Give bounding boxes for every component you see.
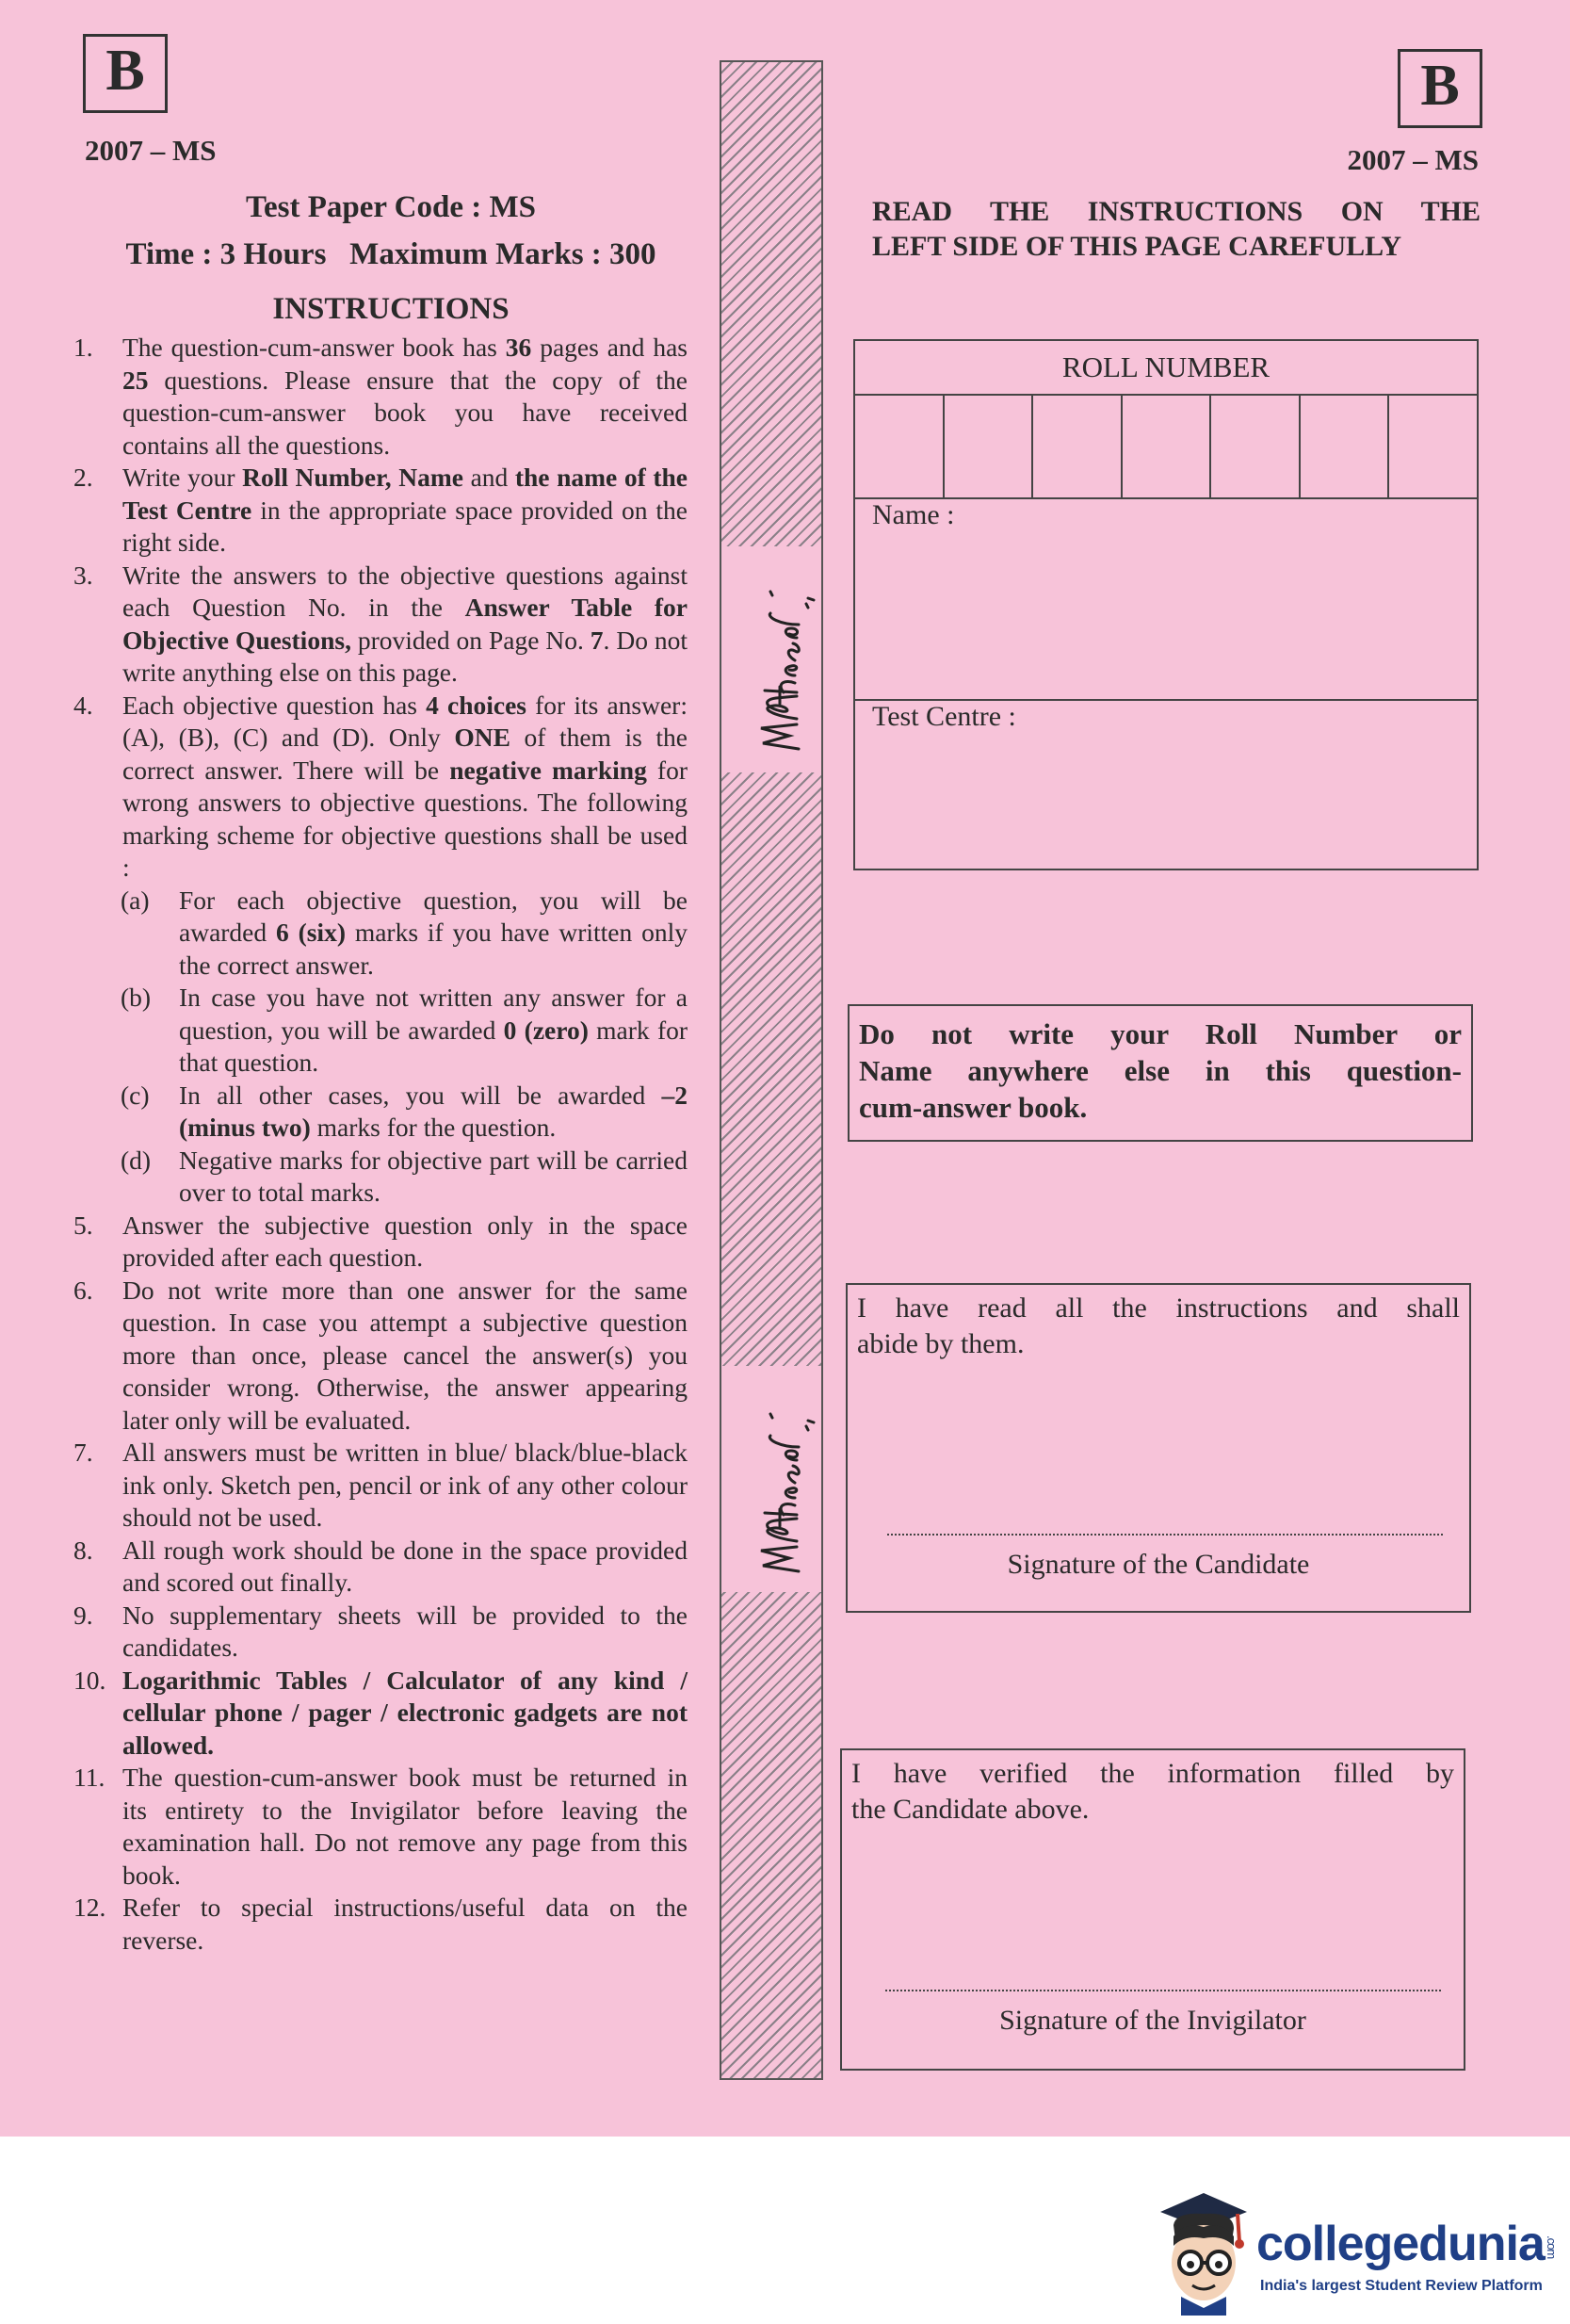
invigilator-signature-label: Signature of the Invigilator [999, 2005, 1306, 2036]
instruction-subitem [73, 1080, 688, 1145]
invigilator-declaration-box: I have verified the information filled by the Candidate above. Signature of the Invigilator [840, 1748, 1465, 2071]
instructions-heading: INSTRUCTIONS [272, 292, 510, 326]
test-paper-code: Test Paper Code : MS [246, 190, 536, 224]
instruction-text: Do not write more than one answer for the same question. In case you attempt a subjective question more than once, please cancel the answer(s) you consider wrong. Otherwise, the answer appearing later only will be evaluated. [122, 1275, 688, 1435]
invigilator-signature-line[interactable] [885, 1990, 1441, 1991]
candidate-signature-line[interactable] [887, 1534, 1443, 1536]
subitem-text: For each objective question, you will be awarded 6 (six) marks if you have written only the correct answer. [179, 885, 688, 980]
instruction-number: 3. [73, 560, 93, 590]
instruction-text: Write the answers to the objective questions against each Question No. in the Answer Table for Objective Questions, provided on Page No. 7. Do not write anything else on this page. [122, 560, 688, 687]
candidate-declaration-box: I have read all the instructions and shall abide by them. Signature of the Candidate [846, 1283, 1471, 1613]
instruction-subitem [73, 982, 688, 1080]
exam-duration-marks [85, 237, 697, 272]
instructions-list [73, 332, 688, 1957]
candidate-signature-label: Signature of the Candidate [1007, 1549, 1310, 1580]
instruction-item [73, 690, 688, 885]
instruction-item [73, 332, 688, 462]
name-field[interactable] [855, 499, 1477, 701]
roll-digit-cell[interactable] [855, 394, 945, 497]
instruction-text: Refer to special instructions/useful data on the reverse. [122, 1893, 688, 1955]
instruction-number: 10. [73, 1665, 106, 1695]
exam-time: Time : 3 Hours [125, 237, 327, 271]
hatched-seal-strip [720, 60, 823, 2080]
roll-digit-cell[interactable] [945, 394, 1034, 497]
paper-code-year-right: 2007 – MS [1347, 143, 1479, 176]
instruction-number: 12. [73, 1893, 106, 1922]
instruction-number: 5. [73, 1210, 93, 1240]
roll-digit-cell[interactable] [1211, 394, 1301, 497]
instruction-text: All rough work should be done in the space provided and scored out finally. [122, 1535, 688, 1597]
instruction-number: 1. [73, 333, 93, 362]
instruction-item [73, 1210, 688, 1275]
mascot-icon [1147, 2184, 1260, 2316]
form-letter-box-left: B [83, 34, 168, 113]
collegedunia-watermark [1147, 2184, 1562, 2316]
subitem-letter: (b) [121, 983, 152, 1012]
instruction-text: Write your Roll Number, Name and the name of the Test Centre in the appropriate space provided on the right side. [122, 463, 688, 557]
brand-tagline: India's largest Student Review Platform [1260, 2278, 1543, 2294]
test-centre-label: Test Centre : [872, 701, 1016, 732]
subitem-letter: (c) [121, 1080, 150, 1110]
instruction-item [73, 462, 688, 560]
roll-number-label: ROLL NUMBER [855, 341, 1477, 396]
paper-code-year-left: 2007 – MS [85, 134, 217, 167]
instruction-number: 9. [73, 1600, 93, 1630]
subitem-text: In case you have not written any answer for a question, you will be awarded 0 (zero) mark for that question. [179, 983, 688, 1077]
instruction-item [73, 1535, 688, 1600]
instruction-number: 6. [73, 1275, 93, 1305]
instruction-number: 2. [73, 463, 93, 492]
instruction-item [73, 1600, 688, 1665]
instruction-item [73, 1892, 688, 1957]
read-instructions-notice: READ THE INSTRUCTIONS ON THE LEFT SIDE OF THIS PAGE CAREFULLY [872, 196, 1481, 262]
roll-digit-cell[interactable] [1123, 394, 1212, 497]
subitem-letter: (d) [121, 1145, 152, 1175]
exam-max-marks: Maximum Marks : 300 [349, 237, 656, 271]
instruction-item [73, 1275, 688, 1438]
instruction-item [73, 1665, 688, 1763]
subitem-text: In all other cases, you will be awarded –2 (minus two) marks for the question. [179, 1080, 688, 1142]
name-label: Name : [872, 499, 955, 530]
instruction-text: Logarithmic Tables / Calculator of any kind / cellular phone / pager / electronic gadgets are not allowed. [122, 1665, 688, 1760]
instruction-item [73, 1437, 688, 1535]
subitem-text: Negative marks for objective part will be carried over to total marks. [179, 1145, 688, 1207]
instruction-text: Each objective question has 4 choices for its answer: (A), (B), (C) and (D). Only ONE of them is the correct answer. There will be negative marking for wrong answers to objective questions. The following marking scheme for objective questions shall be used : [122, 690, 688, 882]
roll-number-grid [855, 394, 1477, 499]
instruction-text: All answers must be written in blue/ black/blue-black ink only. Sketch pen, pencil or ink of any other colour should not be used. [122, 1438, 688, 1532]
official-signature-upper [721, 546, 821, 772]
instruction-subitem [73, 885, 688, 983]
instruction-number: 11. [73, 1763, 105, 1792]
subitem-letter: (a) [121, 885, 150, 915]
candidate-details-box [853, 339, 1479, 870]
brand-name: collegedunia.com [1256, 2217, 1559, 2271]
roll-digit-cell[interactable] [1389, 394, 1477, 497]
instruction-text: Answer the subjective question only in the space provided after each question. [122, 1210, 688, 1272]
instruction-item [73, 1762, 688, 1892]
form-letter-box-right: B [1398, 49, 1482, 128]
instruction-number: 8. [73, 1535, 93, 1565]
official-signature-lower [721, 1366, 821, 1592]
instruction-subitem [73, 1145, 688, 1210]
instruction-text: The question-cum-answer book has 36 pages and has 25 questions. Please ensure that the copy of the question-cum-answer book you have received contains all the questions. [122, 333, 688, 460]
instruction-text: No supplementary sheets will be provided to the candidates. [122, 1600, 688, 1662]
roll-digit-cell[interactable] [1301, 394, 1390, 497]
test-centre-field[interactable] [855, 701, 1477, 869]
instruction-text: The question-cum-answer book must be returned in its entirety to the Invigilator before leaving the examination hall. Do not remove any page from this book. [122, 1763, 688, 1890]
instruction-item [73, 560, 688, 690]
instruction-number: 7. [73, 1438, 93, 1467]
warning-box: Do not write your Roll Number or Name anywhere else in this question- cum-answer book. [848, 1004, 1473, 1142]
roll-digit-cell[interactable] [1033, 394, 1123, 497]
instruction-number: 4. [73, 690, 93, 720]
